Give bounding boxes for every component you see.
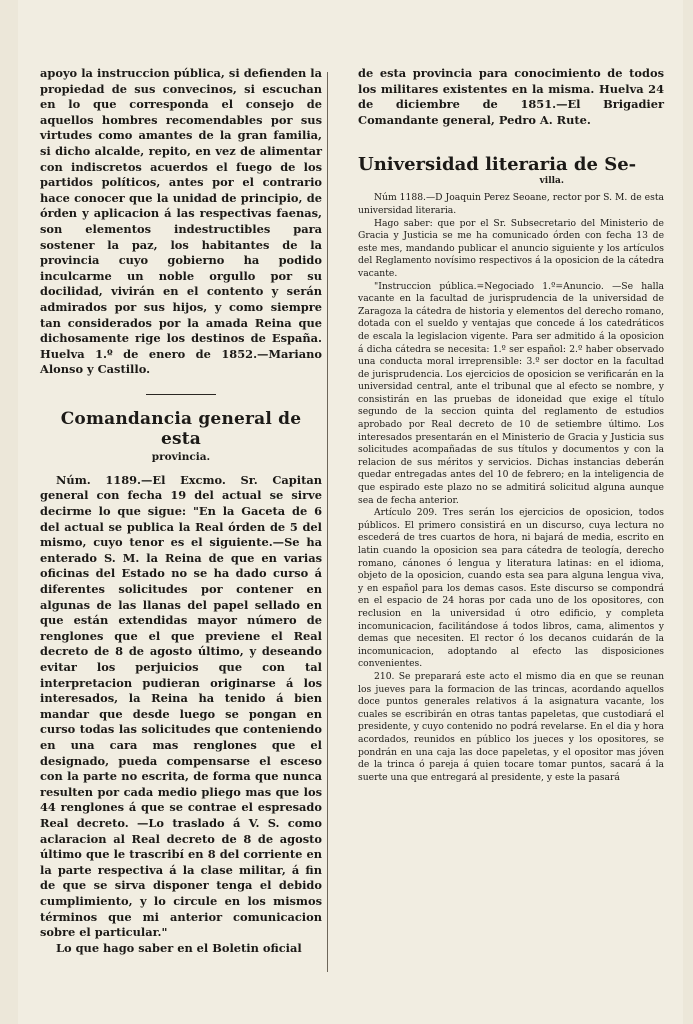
right-para-anuncio: "Instruccion pública.=Negociado 1.º=Anuncio. —Se halla vacante en la facultad de jurisprudencia de la universidad de Zaragoza la cátedra de historia y elementos del derecho romano, dotada con el sueldo y ventajas que concede á los catedráticos de escala la legislacion vigente. Para ser admitido á la oposicion á dicha cátedra se necesita: 1.º ser español: 2.º haber observado una conducta moral irreprensible: 3.º ser doctor en la facultad de jurisprudencia. Los ejercicios de oposicion se verificarán en la universidad central, ante el tribunal que al efecto se nombre, y consistirán en las pruebas de idoneidad que exige el título segundo de la seccion quinta del reglamento de estudios aprobado por Real decreto de 10 de setiembre último. Los interesados presentarán en el Ministerio de Gracia y Justicia sus solicitudes acompañadas de sus títulos y documentos y con la relacion de sus méritos y servicios. Dichas instancias deberán quedar entregadas antes del 10 de febrero; en la inteligencia de que espirado este plazo no se admitirá solicitud alguna aunque sea de fecha anterior.	[358, 280, 664, 506]
newspaper-page	[18, 0, 683, 1024]
left-body-paragraph: Núm. 1189.—El Excmo. Sr. Capitan general con fecha 19 del actual se sirve decirme lo que sigue: "En la Gaceta de 6 del actual se publica la Real órden de 5 del mismo, cuyo tenor es el siguiente.—Se ha enterado S. M. la Reina de que en varias oficinas del Estado no se ha dado curso á diferentes solicitudes por contener en algunas de las llanas del papel sellado en que están extendidas mayor número de renglones que el que previene el Real decreto de 8 de agosto último, y deseando evitar los perjuicios que con tal interpretacion pudieran originarse á los interesados, la Reina ha tenido á bien mandar que desde luego se pongan en curso todas las solicitudes que conteniendo en una cara mas renglones que el designado, pueda compensarse el esceso con la parte no escrita, de forma que nunca resulten por cada medio pliego mas que los 44 renglones á que se contrae el espresado Real decreto. —Lo traslado á V. S. como aclaracion al Real decreto de 8 de agosto último que le trascribí en 8 del corriente en la parte respectiva á la clase militar, á fin de que se sirva disponer tenga el debido cumplimiento, y lo circule en los mismos términos que mi anterior comunicacion sobre el particular."	[40, 472, 322, 940]
section-separator	[146, 394, 216, 395]
section-title-comandancia: Comandancia general de esta	[60, 408, 302, 449]
right-continuation-paragraph: de esta provincia para conocimiento de todos los militares existentes en la misma. Huelva 24 de diciembre de 1851.—El Brigadier Comandante general, Pedro A. Rute.	[358, 66, 664, 127]
right-para-rector: Núm 1188.—D Joaquin Perez Seoane, rector por S. M. de esta universidad literaria.	[358, 192, 664, 216]
left-column	[40, 66, 322, 956]
right-column	[358, 66, 664, 784]
right-para-articulo-209: Artículo 209. Tres serán los ejercicios de oposicion, todos públicos. El primero consistirá en un discurso, cuya lectura no escederá de tres cuartos de hora, ni bajará de media, escrito en latin cuando la oposicion sea para cátedra de teología, derecho romano, cánones ó lengua y literatura latinas: en el idioma, objeto de la oposicion, cuando esta sea para alguna lengua viva, y en español para los demas casos. Este discurso se compondrá en el espacio de 24 horas por cada uno de los opositores, con reclusion en la universidad ú otro edificio, y completa incomunicacion, facilitándose á todos libros, cama, alimentos y demas que necesiten. El rector ó los decanos cuidarán de la incomunicacion, adoptando al efecto las disposiciones convenientes.	[358, 507, 664, 670]
section-title-universidad: Universidad literaria de Se-	[358, 154, 637, 176]
section-subtitle-universidad: villa.	[539, 176, 564, 187]
right-para-articulo-210: 210. Se preparará este acto el mismo dia en que se reunan los jueves para la formacion de las trincas, acordando aquellos doce puntos generales relativos á la asignatura vacante, los cuales se escribirán en otras tantas papeletas, que custodiará el presidente, y cuyo contenido no podrá revelarse. En el dia y hora acordados, reunidos en público los jueces y los opositores, se pondrán en una caja las doce papeletas, y el opositor mas jóven de la trinca ó pareja á quien tocare tomar puntos, sacará á la suerte una que entregará al presidente, y este la pasará	[358, 670, 664, 783]
left-intro-paragraph: apoyo la instruccion pública, si defienden la propiedad de sus convecinos, si escuchan en lo que corresponda el consejo de aquellos hombres recomendables por sus virtudes como amantes de la gran familia, si dicho alcalde, repito, en vez de alimentar con indiscretos acuerdos el fuego de los partidos políticos, antes por el contrario hace conocer que la unidad de principio, de órden y aplicacion á las respectivas faenas, son elementos indestructibles para sostener la paz, los habitantes de la provincia cuyo gobierno ha podido inculcarme un noble orgullo por su docilidad, vivirán en el contento y serán admirados por sus hijos, y como siempre tan considerados por la amada Reina que dichosamente rige los destinos de España. Huelva 1.º de enero de 1852.—Mariano Alonso y Castillo.	[40, 66, 322, 377]
column-divider	[327, 72, 328, 972]
section-subtitle-comandancia: provincia.	[151, 450, 211, 463]
left-closing-line: Lo que hago saber en el Boletin oficial	[56, 940, 302, 955]
right-para-hago-saber: Hago saber: que por el Sr. Subsecretario del Ministerio de Gracia y Justicia se me ha comunicado órden con fecha 13 de este mes, mandando publicar el anuncio siguiente y los artículos del Reglamento novísimo respectivos á la oposicion de la cátedra vacante.	[358, 217, 664, 279]
